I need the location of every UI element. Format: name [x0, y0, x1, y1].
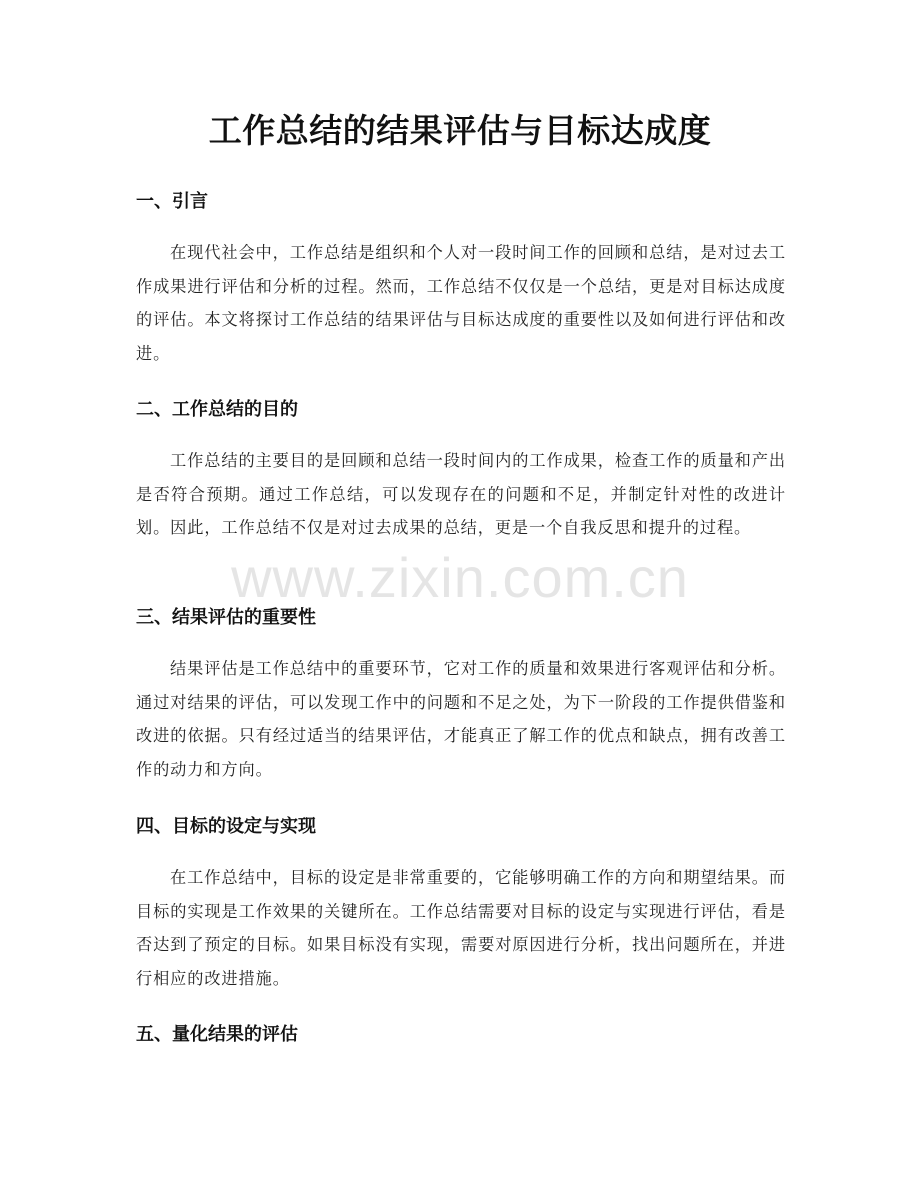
section-heading: 二、工作总结的目的: [136, 399, 298, 420]
section-purpose: [136, 397, 786, 545]
section-heading: 一、引言: [136, 191, 208, 212]
section-heading: 五、量化结果的评估: [136, 1024, 298, 1045]
section-paragraph: 在工作总结中，目标的设定是非常重要的，它能够明确工作的方向和期望结果。而目标的实现是工作效果的关键所在。工作总结需要对目标的设定与实现进行评估，看是否达到了预定的目标。如果目标没有实现，需要对原因进行分析，找出问题所在，并进行相应的改进措施。: [136, 868, 786, 988]
section-goal-setting: [136, 814, 786, 995]
watermark: www.zixin.com.cn: [231, 546, 689, 609]
section-heading: 三、结果评估的重要性: [136, 607, 316, 628]
document-title: 工作总结的结果评估与目标达成度: [208, 111, 712, 150]
section-paragraph: 在现代社会中，工作总结是组织和个人对一段时间工作的回顾和总结，是对过去工作成果进行评估和分析的过程。然而，工作总结不仅仅是一个总结，更是对目标达成度的评估。本文将探讨工作总结的结果评估与目标达成度的重要性以及如何进行评估和改进。: [136, 243, 786, 363]
section-quantified-results: [136, 1022, 786, 1048]
section-paragraph: 结果评估是工作总结中的重要环节，它对工作的质量和效果进行客观评估和分析。通过对结果的评估，可以发现工作中的问题和不足之处，为下一阶段的工作提供借鉴和改进的依据。只有经过适当的结果评估，才能真正了解工作的优点和缺点，拥有改善工作的动力和方向。: [136, 659, 786, 779]
section-heading: 四、目标的设定与实现: [136, 816, 316, 837]
section-result-evaluation: [136, 605, 786, 786]
section-introduction: [136, 189, 786, 370]
section-paragraph: 工作总结的主要目的是回顾和总结一段时间内的工作成果，检查工作的质量和产出是否符合预期。通过工作总结，可以发现存在的问题和不足，并制定针对性的改进计划。因此，工作总结不仅是对过去成果的总结，更是一个自我反思和提升的过程。: [136, 451, 786, 537]
